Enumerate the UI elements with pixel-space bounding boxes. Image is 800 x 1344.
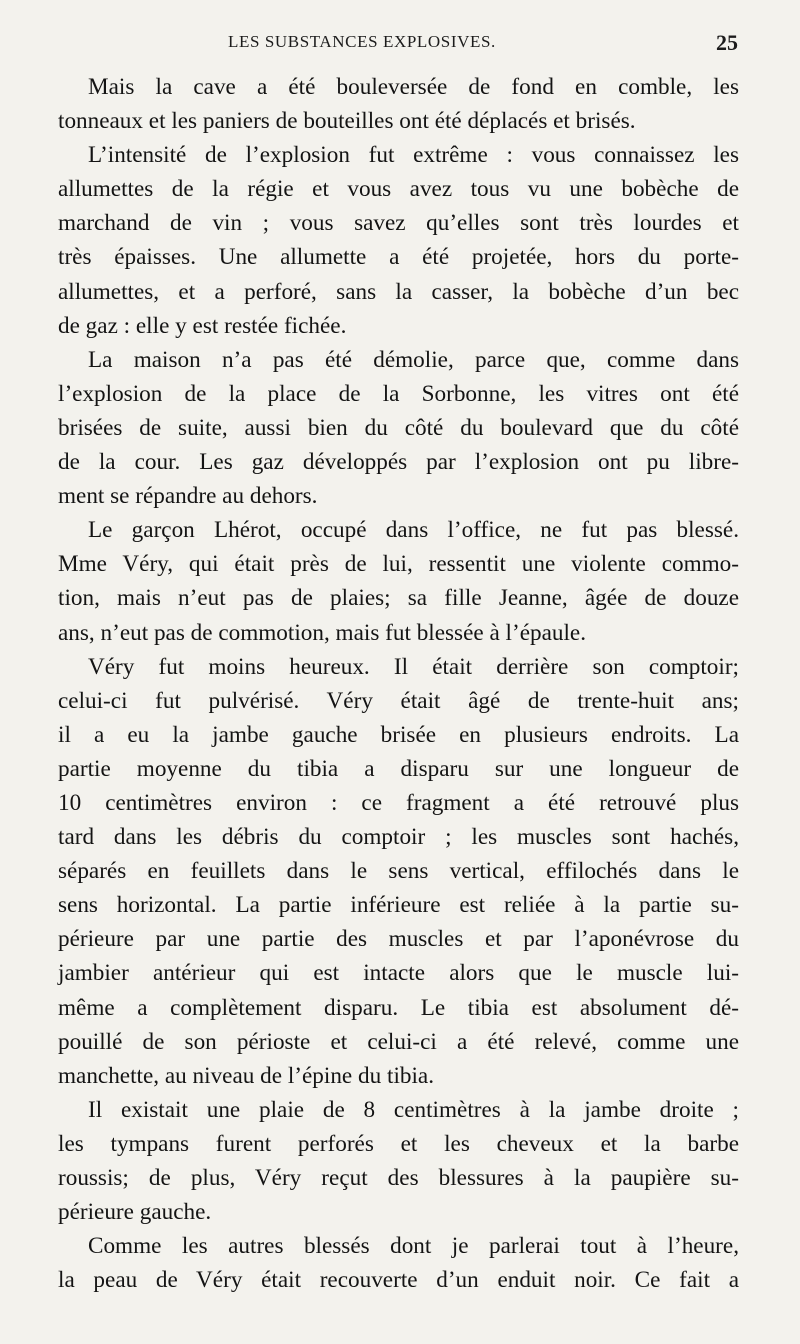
text-line: Il existait une plaie de 8 centimètres à la jambe droite ; xyxy=(88,1096,739,1123)
text-line: périeure gauche. xyxy=(58,1199,212,1226)
text-line: manchette, au niveau de l’épine du tibia. xyxy=(58,1062,435,1089)
text-line: très épaisses. Une allumette a été projetée, hors du porte- xyxy=(58,244,739,271)
text-line: de gaz : elle y est restée fichée. xyxy=(58,312,347,339)
text-line: tion, mais n’eut pas de plaies; sa fille Jeanne, âgée de douze xyxy=(58,585,739,612)
text-line: Véry fut moins heureux. Il était derrière son comptoir; xyxy=(88,653,739,680)
text-line: Le garçon Lhérot, occupé dans l’office, ne fut pas blessé. xyxy=(88,517,739,544)
text-line: marchand de vin ; vous savez qu’elles sont très lourdes et xyxy=(58,210,739,237)
body-text xyxy=(58,70,739,1297)
text-line: L’intensité de l’explosion fut extrême : vous connaissez les xyxy=(88,142,739,169)
text-line: périeure par une partie des muscles et par l’aponévrose du xyxy=(58,926,739,953)
text-line: sens horizontal. La partie inférieure est reliée à la partie su- xyxy=(58,892,739,919)
text-line: même a complètement disparu. Le tibia est absolument dé- xyxy=(58,994,739,1021)
page-number: 25 xyxy=(716,30,738,55)
text-line: roussis; de plus, Véry reçut des blessures à la paupière su- xyxy=(58,1165,739,1191)
text-line: il a eu la jambe gauche brisée en plusieurs endroits. La xyxy=(58,721,739,748)
running-head: LES SUBSTANCES EXPLOSIVES. xyxy=(228,32,496,51)
text-line: Mais la cave a été bouleversée de fond en comble, les xyxy=(88,74,739,100)
text-line: Comme les autres blessés dont je parlerai tout à l’heure, xyxy=(88,1233,739,1260)
text-line: brisées de suite, aussi bien du côté du boulevard que du côté xyxy=(58,414,739,441)
text-line: tard dans les débris du comptoir ; les muscles sont hachés, xyxy=(58,824,739,851)
text-line: de la cour. Les gaz développés par l’explosion ont pu libre- xyxy=(58,449,739,476)
text-line: ans, n’eut pas de commotion, mais fut blessée à l’épaule. xyxy=(58,619,587,646)
text-line: allumettes de la régie et vous avez tous vu une bobèche de xyxy=(58,176,739,203)
text-line: Mme Véry, qui était près de lui, ressentit une violente commo- xyxy=(58,551,739,578)
text-line: la peau de Véry était recouverte d’un enduit noir. Ce fait a xyxy=(58,1267,739,1294)
text-line: partie moyenne du tibia a disparu sur une longueur de xyxy=(58,755,739,782)
text-line: les tympans furent perforés et les cheveux et la barbe xyxy=(58,1130,739,1157)
text-line: ment se répandre au dehors. xyxy=(58,483,318,510)
text-line: tonneaux et les paniers de bouteilles ont été déplacés et brisés. xyxy=(58,108,636,135)
text-line: l’explosion de la place de la Sorbonne, les vitres ont été xyxy=(58,380,739,407)
text-line: séparés en feuillets dans le sens vertical, effilochés dans le xyxy=(58,858,739,885)
text-line: allumettes, et a perforé, sans la casser, la bobèche d’un bec xyxy=(58,278,739,305)
text-line: 10 centimètres environ : ce fragment a été retrouvé plus xyxy=(58,789,739,816)
text-line: pouillé de son périoste et celui-ci a été relevé, comme une xyxy=(58,1028,739,1055)
text-line: celui-ci fut pulvérisé. Véry était âgé de trente-huit ans; xyxy=(58,687,739,714)
text-line: jambier antérieur qui est intacte alors que le muscle lui- xyxy=(58,960,739,987)
text-line: La maison n’a pas été démolie, parce que, comme dans xyxy=(88,346,739,373)
